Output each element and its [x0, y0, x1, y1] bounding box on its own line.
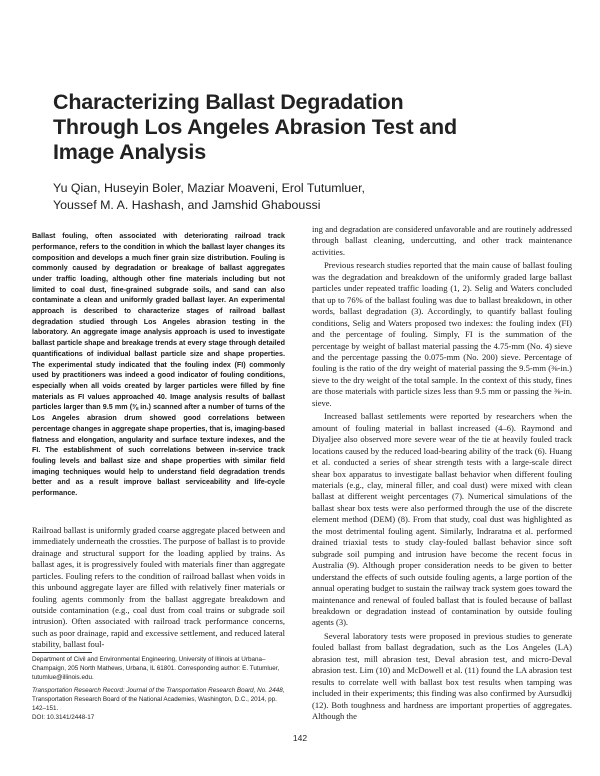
body-paragraph-1: ing and degradation are considered unfavorable and are routinely addressed through ballast cleaning, undercutting, and other track maintenance activities.	[312, 224, 572, 257]
author-list	[53, 180, 483, 214]
spacer	[32, 506, 285, 525]
body-paragraph-3: Increased ballast settlements were reported by researchers when the amount of fouling material in ballast increased (4–6). Raymond and Diyaljee also observed more severe wear of the tie at heavily fouled track locations caused by the reduced load-bearing ability of the track (6). Huang et al. conducted a series of shear strength tests with a large-scale direct shear box apparatus to investigate ballast behavior when different fouling materials (e.g., clay, mineral filler, and coal dust) were mixed with clean ballast at different weight percentages (7). Numerical simulations of the ballast shear box tests were also performed through the use of the discrete element method (DEM) (8). From that study, coal dust was highlighted as the most detrimental fouling agent. Similarly, Indraratna et al. performed drained triaxial tests to study clay-fouled ballast behavior since soft subgrade soil pumping and intrusion have become the recent focus in Australia (9). Although proper consideration needs to be given to better understand the effects of such outside fouling agents, a large portion of the annual operating budget to sustain the railway track system goes toward the maintenance and renewal of fouled ballast that is fouled because of ballast breakdown or degradation instead of contamination by outside fouling agents (3).	[312, 411, 572, 628]
abstract: Ballast fouling, often associated with deteriorating railroad track performance, refers to the condition in which the ballast layer changes its composition and develops a much finer grain size distribution. Fouling is commonly caused by degradation or breakage of ballast aggregates under traffic loading, although other fine materials including but not limited to coal dust, fine-grained subgrade soils, and sand can also contaminate a clean and uniformly graded ballast layer. An experimental approach is described to characterize stages of railroad ballast degradation studied through Los Angeles abrasion testing in the laboratory. An aggregate image analysis approach is used to investigate ballast particle shape and breakage trends at every stage through detailed quantifications of individual ballast particle size and shape properties. The experimental study indicated that the fouling index (FI) commonly used by practitioners was indeed a good indicator of fouling conditions, especially when all voids created by larger particles were filled by fine materials as FI values approached 40. Image analysis results of ballast particles larger than 9.5 mm (⅜ in.) scanned after a number of turns of the Los Angeles abrasion drum showed good correlations between percentage changes in aggregate shape properties, that is, imaging-based flatness and elongation, angularity and surface texture indexes, and the FI. The establishment of such correlations between in-service track fouling levels and ballast size and shape properties with similar field imaging techniques would help to understand field degradation trends better and as a result improve ballast serviceability and life-cycle performance.	[32, 232, 285, 498]
authors-line-2: Youssef M. A. Hashash, and Jamshid Ghaboussi	[53, 198, 321, 212]
intro-paragraph: Railroad ballast is uniformly graded coarse aggregate placed between and immediately underneath the crossties. The purpose of ballast is to provide drainage and structural support for the loading applied by trains. As ballast ages, it is progressively fouled with materials finer than aggregate particles. Fouling refers to the condition of railroad ballast when voids in this unbound aggregate layer are filled with relatively finer materials or fouling agents commonly from the ballast aggregate breakdown and outside contamination (e.g., coal dust from coal trains or subgrade soil intrusion). Often associated with railroad track performance concerns, such as poor drainage, rapid and excessive settlement, and reduced lateral stability, ballast foul-	[32, 524, 285, 650]
affiliation-footnote: Department of Civil and Environmental Engineering, University of Illinois at Urbana–Champaign, 205 North Mathews, Urbana, IL 61801. Corresponding author: E. Tutumluer, tutumlue@illinois.edu.	[32, 656, 280, 681]
citation-details: Transportation Research Board of the National Academies, Washington, D.C., 2014, pp. 142–151.	[32, 695, 277, 712]
footnote-rule	[32, 652, 92, 653]
authors-line-1: Yu Qian, Huseyin Boler, Maziar Moaveni, Erol Tutumluer,	[53, 181, 365, 195]
body-paragraph-2: Previous research studies reported that the main cause of ballast fouling was the degradation and breakdown of the uniformly graded large ballast particles under repeated traffic loading (1, 2). Selig and Waters concluded that up to 76% of the ballast fouling was due to ballast breakdown, in other words, ballast degradation (3). Accordingly, to quantify ballast fouling conditions, Selig and Waters proposed two indexes: the fouling index (FI) and the percentage of fouling. Simply, FI is the summation of the percentage by weight of ballast material passing the 4.75-mm (No. 4) sieve and the percentage passing the 0.075-mm (No. 200) sieve. Percentage of fouling is the ratio of the dry weight of material passing the 9.5-mm (⅜-in.) sieve to the dry weight of the total sample. In the context of this study, fines are those materials with particle sizes less than 9.5 mm or passing the ⅜-in. sieve.	[312, 260, 572, 408]
journal-name: Transportation Research Record: Journal of the Transportation Research Board, No. 2448,	[32, 687, 285, 694]
right-column	[312, 224, 572, 722]
paper-title: Characterizing Ballast Degradation Through Los Angeles Abrasion Test and Image Analysis	[53, 90, 457, 164]
doi-link[interactable]: DOI: 10.3141/2448-17	[32, 713, 95, 721]
page-number: 142	[292, 733, 308, 743]
citation-footnote	[32, 687, 285, 723]
body-paragraph-4: Several laboratory tests were proposed in previous studies to generate fouled ballast from ballast degradation, such as the Los Angeles (LA) abrasion test, mill abrasion test, Deval abrasion test, and micro-Deval abrasion test. Lim (10) and McDowell et al. (11) found the LA abrasion test results to correlate well with ballast box test results when tamping was included in their experiments; this finding was also confirmed by Aursudkij (12). Both toughness and hardness are important properties of aggregates. Although the	[312, 630, 572, 722]
left-column	[32, 224, 285, 651]
